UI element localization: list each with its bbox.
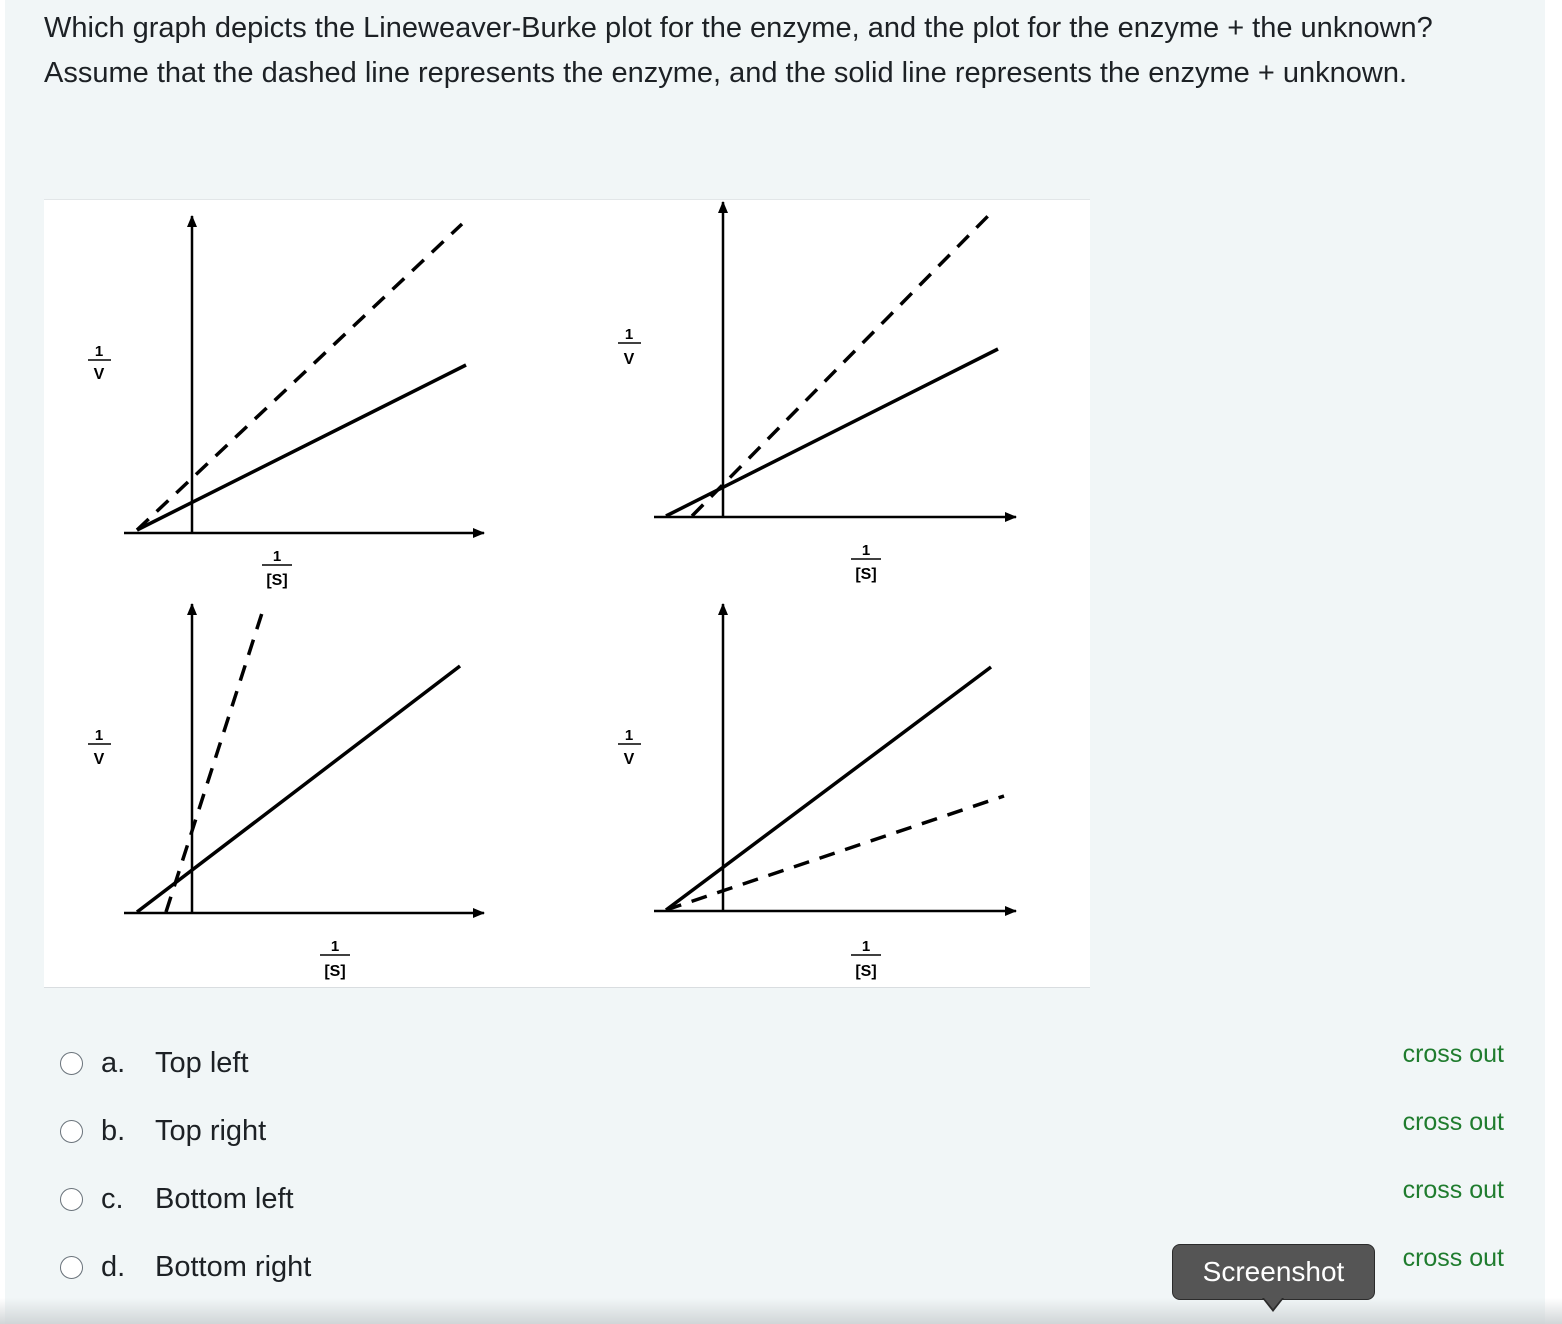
- cross-out-option-d[interactable]: cross out: [1402, 1244, 1504, 1272]
- y-label-num: 1: [624, 727, 634, 744]
- radio-option-b[interactable]: [60, 1120, 83, 1143]
- option-label[interactable]: Top right: [155, 1114, 267, 1147]
- x-axis-label: [851, 542, 881, 583]
- graph-bottom-right: [618, 604, 1016, 980]
- x-label-den: [S]: [855, 566, 877, 583]
- screenshot-button[interactable]: Screenshot: [1172, 1244, 1375, 1300]
- cross-out-option-b[interactable]: cross out: [1402, 1108, 1504, 1136]
- cross-out-option-c[interactable]: cross out: [1402, 1176, 1504, 1204]
- y-label-num: 1: [94, 343, 104, 360]
- option-label[interactable]: Bottom left: [155, 1182, 294, 1215]
- x-axis-label: [320, 938, 350, 980]
- dashed-line-enzyme: [137, 224, 462, 530]
- y-label-den: V: [623, 351, 635, 368]
- radio-option-d[interactable]: [60, 1256, 83, 1279]
- x-label-num: 1: [272, 548, 282, 565]
- dashed-line-enzyme: [666, 796, 1004, 910]
- graph-bottom-left: [88, 604, 484, 980]
- option-a[interactable]: [60, 1043, 249, 1083]
- graph-top-left: [88, 216, 484, 589]
- x-label-num: 1: [330, 938, 340, 955]
- radio-option-a[interactable]: [60, 1052, 83, 1075]
- dashed-line-enzyme: [692, 216, 988, 516]
- option-b[interactable]: [60, 1111, 266, 1151]
- solid-line-enzyme-plus-unknown: [666, 667, 991, 910]
- x-label-den: [S]: [324, 963, 346, 980]
- y-label-num: 1: [94, 727, 104, 744]
- y-axis-label: [88, 727, 111, 768]
- x-label-num: 1: [861, 542, 871, 559]
- question-text: Which graph depicts the Lineweaver-Burke plot for the enzyme, and the plot for the enzyme + the unknown? Assume that the dashed line represents the enzyme, and the solid line represents the enzyme + unknown.: [44, 12, 1433, 89]
- option-letter: b.: [101, 1114, 126, 1147]
- cross-out-option-a[interactable]: cross out: [1402, 1040, 1504, 1068]
- x-label-num: 1: [861, 938, 871, 955]
- option-label[interactable]: Bottom right: [155, 1250, 312, 1283]
- dashed-line-enzyme: [166, 613, 262, 912]
- option-label[interactable]: Top left: [155, 1046, 249, 1079]
- y-label-num: 1: [624, 326, 634, 343]
- bottom-shadow: [0, 1298, 1562, 1324]
- x-axis-label: [851, 938, 881, 980]
- y-axis-label: [618, 326, 641, 368]
- radio-option-c[interactable]: [60, 1188, 83, 1211]
- solid-line-enzyme-plus-unknown: [137, 666, 460, 912]
- y-axis-label: [88, 343, 111, 383]
- x-label-den: [S]: [266, 572, 288, 589]
- option-letter: c.: [101, 1182, 124, 1215]
- y-axis-label: [618, 727, 641, 768]
- x-axis-label: [262, 548, 292, 589]
- y-label-den: V: [93, 366, 105, 383]
- option-letter: d.: [101, 1250, 126, 1283]
- solid-line-enzyme-plus-unknown: [137, 365, 466, 530]
- y-label-den: V: [623, 751, 635, 768]
- graph-top-right: [618, 202, 1016, 583]
- option-c[interactable]: [60, 1179, 294, 1219]
- option-d[interactable]: [60, 1247, 311, 1287]
- option-letter: a.: [101, 1046, 126, 1079]
- x-label-den: [S]: [855, 963, 877, 980]
- figure-graphs-svg: [44, 200, 1090, 987]
- y-label-den: V: [93, 751, 105, 768]
- lineweaver-burk-figure: [44, 199, 1090, 988]
- screenshot-button-pointer-fill: [1264, 1298, 1282, 1309]
